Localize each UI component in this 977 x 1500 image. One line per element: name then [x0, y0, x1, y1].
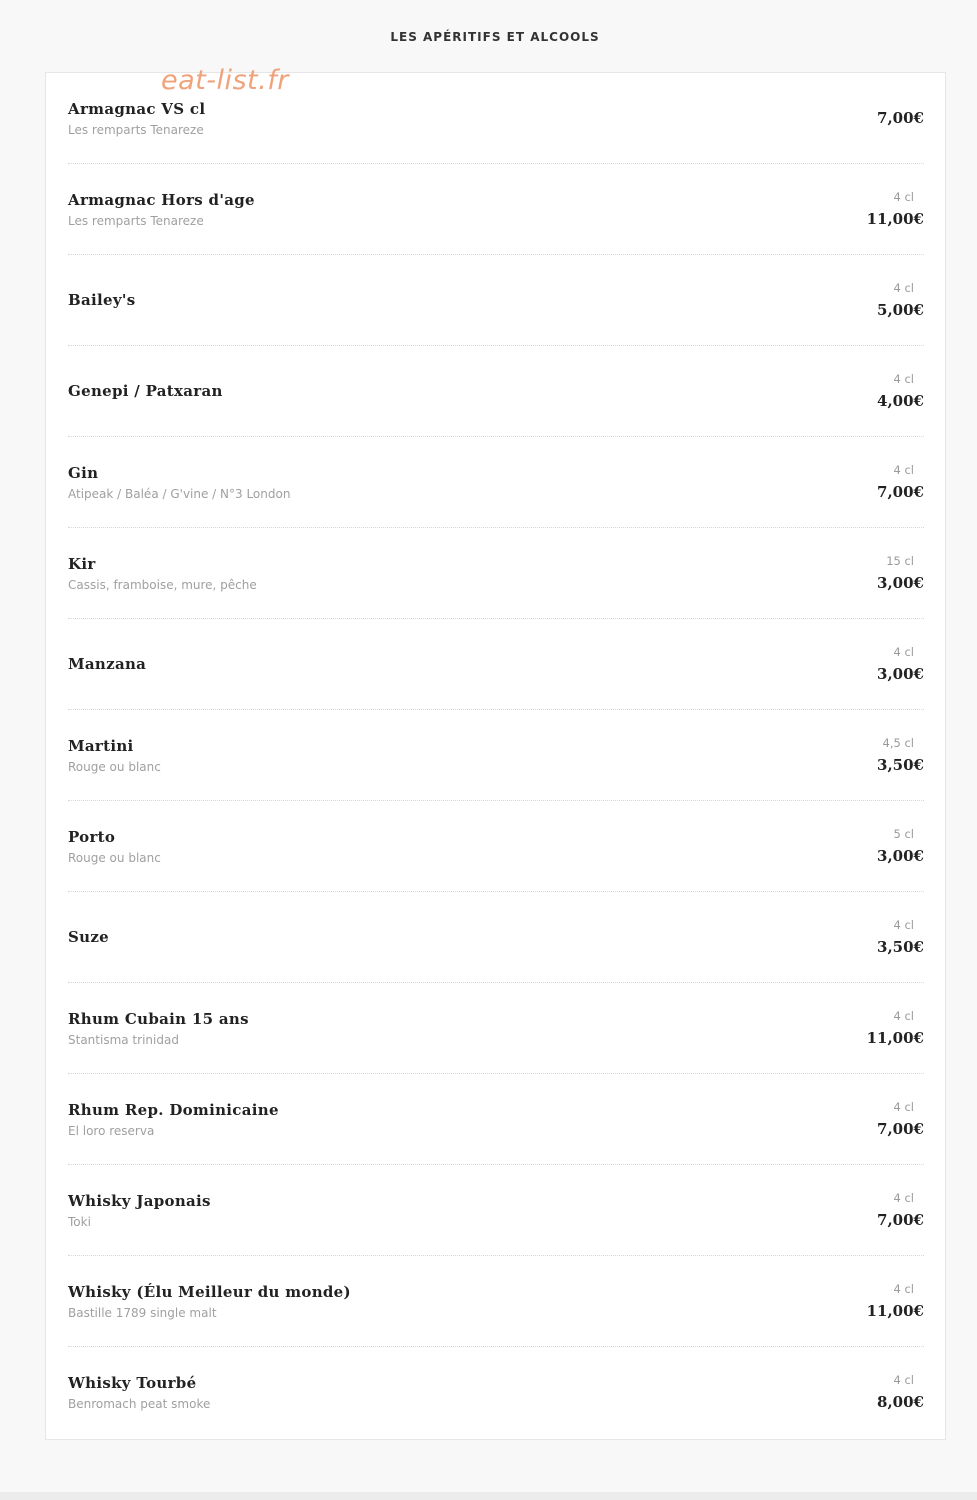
menu-item-list: [68, 73, 924, 1438]
menu-item-price: 3,50€: [877, 756, 924, 774]
menu-item-description: Les remparts Tenareze: [68, 122, 204, 137]
menu-item-info: [68, 1256, 351, 1346]
menu-item-price: 3,00€: [877, 665, 924, 683]
menu-item-description: Toki: [68, 1214, 91, 1229]
menu-item-info: [68, 255, 136, 345]
menu-item-pricing: [877, 619, 924, 709]
menu-item-volume: 4 cl: [893, 281, 914, 295]
menu-item-name: Bailey's: [68, 291, 136, 309]
menu-item-price: 3,50€: [877, 938, 924, 956]
menu-item-pricing: [877, 73, 924, 163]
menu-item-volume: 4,5 cl: [882, 736, 914, 750]
menu-item-volume: 4 cl: [893, 1373, 914, 1387]
menu-item-pricing: [877, 437, 924, 527]
menu-item-info: [68, 528, 257, 618]
section-title: LES APÉRITIFS ET ALCOOLS: [390, 30, 600, 44]
menu-item-volume: 4 cl: [893, 372, 914, 386]
menu-item: [68, 1165, 924, 1256]
menu-item-info: [68, 710, 161, 800]
menu-item-description: Stantisma trinidad: [68, 1032, 179, 1047]
menu-item-description: Benromach peat smoke: [68, 1396, 211, 1411]
menu-item-pricing: [877, 255, 924, 345]
menu-item-description: Bastille 1789 single malt: [68, 1305, 217, 1320]
menu-item-description: Les remparts Tenareze: [68, 213, 204, 228]
menu-item-name: Gin: [68, 463, 99, 482]
menu-item-pricing: [877, 801, 924, 891]
menu-item-info: [68, 983, 249, 1073]
menu-item-pricing: [867, 1256, 924, 1346]
menu-item-name: Armagnac VS cl: [68, 99, 206, 118]
menu-item-price: 3,00€: [877, 847, 924, 865]
menu-item-price: 11,00€: [866, 1302, 924, 1320]
menu-item: [68, 164, 924, 255]
menu-item-info: [68, 346, 223, 436]
menu-card: [45, 65, 946, 1440]
menu-item-info: [68, 892, 109, 982]
menu-item: [68, 983, 924, 1074]
menu-item: [68, 73, 924, 164]
menu-item-pricing: [877, 1074, 924, 1164]
menu-item-price: 11,00€: [866, 1029, 924, 1047]
menu-item-pricing: [877, 710, 924, 800]
menu-item-name: Suze: [68, 928, 109, 946]
menu-item: [68, 710, 924, 801]
menu-item-info: [68, 1165, 211, 1255]
menu-item-name: Kir: [68, 554, 96, 573]
menu-item-info: [68, 619, 146, 709]
menu-item-price: 7,00€: [877, 483, 924, 501]
menu-item-pricing: [877, 892, 924, 982]
menu-item-price: 3,00€: [877, 574, 924, 592]
menu-item-pricing: [877, 1347, 924, 1437]
menu-item-info: [68, 437, 290, 527]
menu-item-name: Rhum Rep. Dominicaine: [68, 1100, 279, 1119]
menu-item-price: 7,00€: [877, 1211, 924, 1229]
menu-item-name: Genepi / Patxaran: [68, 382, 223, 400]
menu-item-info: [68, 801, 161, 891]
menu-item-pricing: [877, 528, 924, 618]
menu-item-info: [68, 1074, 279, 1164]
menu-item-volume: 4 cl: [893, 1191, 914, 1205]
watermark: eat-list.fr: [161, 65, 289, 96]
menu-item-price: 7,00€: [877, 109, 924, 127]
menu-item: [68, 1347, 924, 1438]
menu-item-volume: 4 cl: [893, 1282, 914, 1296]
menu-item-description: Cassis, framboise, mure, pêche: [68, 577, 257, 592]
menu-item-pricing: [867, 164, 924, 254]
menu-item: [68, 619, 924, 710]
footer-strip: [0, 1492, 977, 1500]
menu-item-volume: 5 cl: [893, 827, 914, 841]
menu-item-info: [68, 164, 255, 254]
menu-item-name: Whisky Tourbé: [68, 1373, 197, 1392]
menu-item: [68, 255, 924, 346]
menu-item: [68, 1074, 924, 1165]
menu-item-name: Whisky Japonais: [68, 1191, 211, 1210]
menu-item-price: 8,00€: [877, 1393, 924, 1411]
menu-item-name: Porto: [68, 827, 116, 846]
menu-item-description: El loro reserva: [68, 1123, 155, 1138]
menu-item-volume: 4 cl: [893, 918, 914, 932]
menu-item-name: Manzana: [68, 655, 147, 673]
menu-item-pricing: [877, 346, 924, 436]
menu-item-volume: 4 cl: [893, 1100, 914, 1114]
menu-item-pricing: [867, 983, 924, 1073]
menu-item-description: Rouge ou blanc: [68, 759, 161, 774]
menu-item: [68, 801, 924, 892]
menu-item-description: Rouge ou blanc: [68, 850, 161, 865]
menu-item: [68, 1256, 924, 1347]
menu-item-volume: 4 cl: [893, 1009, 914, 1023]
menu-item: [68, 528, 924, 619]
menu-item-description: Atipeak / Baléa / G'vine / N°3 London: [68, 486, 291, 501]
menu-item-price: 11,00€: [866, 210, 924, 228]
menu-item-name: Martini: [68, 736, 134, 755]
menu-item-info: [68, 73, 205, 163]
menu-item-volume: 4 cl: [893, 463, 914, 477]
menu-item-name: Armagnac Hors d'age: [68, 190, 255, 209]
menu-item: [68, 892, 924, 983]
menu-item-pricing: [877, 1165, 924, 1255]
menu-item: [68, 437, 924, 528]
menu-item-price: 7,00€: [877, 1120, 924, 1138]
menu-item: [68, 346, 924, 437]
menu-item-name: Rhum Cubain 15 ans: [68, 1009, 249, 1028]
menu-item-volume: 15 cl: [886, 554, 914, 568]
menu-item-price: 4,00€: [877, 392, 924, 410]
menu-item-name: Whisky (Élu Meilleur du monde): [68, 1282, 351, 1301]
menu-item-volume: 4 cl: [893, 190, 914, 204]
menu-item-info: [68, 1347, 210, 1437]
menu-item-price: 5,00€: [877, 301, 924, 319]
menu-item-volume: 4 cl: [893, 645, 914, 659]
